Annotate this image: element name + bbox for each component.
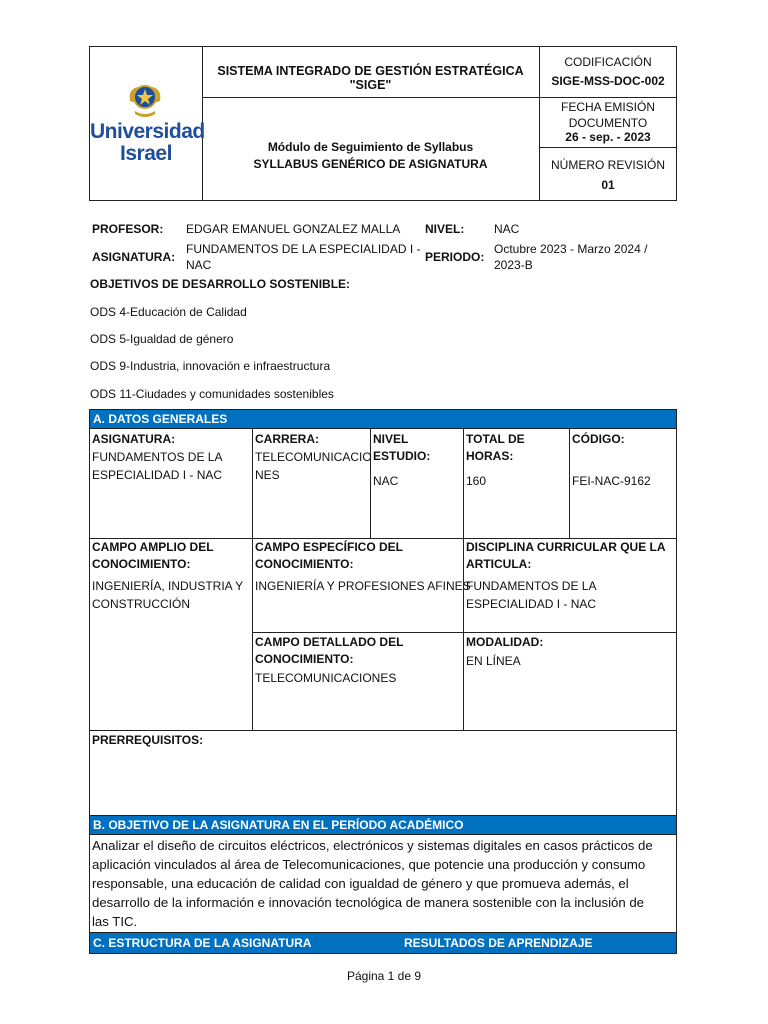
university-logo [90, 47, 205, 200]
section-c-subtitle: RESULTADOS DE APRENDIZAJE [404, 936, 593, 950]
a-nivel-label-1: NIVEL [373, 432, 409, 446]
ods-item: ODS 5-Igualdad de género [90, 332, 234, 346]
a-campo-amplio-value-1: INGENIERÍA, INDUSTRIA Y [92, 579, 244, 593]
ods-item: ODS 9-Industria, innovación e infraestructura [90, 359, 331, 373]
codification-label: CODIFICACIÓN [564, 55, 652, 69]
a-campo-especifico-label-1: CAMPO ESPECÍFICO DEL [255, 540, 404, 554]
a-asignatura-label: ASIGNATURA: [92, 432, 176, 446]
page-number: Página 1 de 9 [346, 969, 422, 983]
a-disciplina-value-2: ESPECIALIDAD I - NAC [466, 597, 597, 611]
a-carrera-label: CARRERA: [255, 432, 319, 446]
logo-text: Universidad Israel [90, 120, 205, 165]
ods-title: OBJETIVOS DE DESARROLLO SOSTENIBLE: [90, 277, 351, 291]
university-seal-icon [126, 81, 164, 121]
a-codigo-value: FEI-NAC-9162 [572, 474, 651, 488]
objective-line: aplicación vinculados al área de Telecomunicaciones, que potencie una producción y consumo [92, 857, 646, 872]
profesor-label: PROFESOR: [92, 222, 164, 236]
asignatura-label: ASIGNATURA: [92, 250, 176, 264]
document-header [89, 46, 677, 201]
a-campo-amplio-label-2: CONOCIMIENTO: [92, 557, 191, 571]
a-disciplina-label-1: DISCIPLINA CURRICULAR QUE LA [466, 540, 666, 554]
a-nivel-label-2: ESTUDIO: [373, 449, 431, 463]
emission-label-1: FECHA EMISIÓN [560, 100, 655, 114]
profesor-value: EDGAR EMANUEL GONZALEZ MALLA [186, 222, 401, 236]
emission-label-2: DOCUMENTO [568, 116, 648, 130]
nivel-label: NIVEL: [425, 222, 465, 236]
a-campo-especifico-value: INGENIERÍA Y PROFESIONES AFINES [255, 579, 471, 593]
a-horas-label-2: HORAS: [466, 449, 514, 463]
asignatura-value-2: NAC [186, 258, 212, 272]
objective-line: desarrollo de la información e innovación tecnológica de manera sostenible con la inclusión de [92, 895, 645, 910]
periodo-value-2: 2023-B [494, 258, 533, 272]
revision-value: 01 [601, 178, 615, 192]
a-asignatura-value-1: FUNDAMENTOS DE LA [92, 450, 223, 464]
module-title: Módulo de Seguimiento de Syllabus [267, 140, 474, 154]
a-campo-detallado-label-2: CONOCIMIENTO: [255, 652, 354, 666]
a-asignatura-value-2: ESPECIALIDAD I - NAC [92, 468, 223, 482]
syllabus-title: SYLLABUS GENÉRICO DE ASIGNATURA [253, 157, 488, 171]
a-campo-amplio-value-2: CONSTRUCCIÓN [92, 597, 190, 611]
a-campo-detallado-label-1: CAMPO DETALLADO DEL [255, 635, 404, 649]
a-horas-value: 160 [466, 474, 487, 488]
a-carrera-value-2: NES [255, 468, 280, 482]
section-c-header [90, 933, 676, 953]
section-c-title: C. ESTRUCTURA DE LA ASIGNATURA [93, 936, 312, 950]
a-disciplina-label-2: ARTICULA: [466, 557, 532, 571]
revision-label: NÚMERO REVISIÓN [550, 158, 665, 172]
nivel-value: NAC [494, 222, 520, 236]
section-b-objective [92, 836, 676, 931]
a-disciplina-value-1: FUNDAMENTOS DE LA [466, 579, 597, 593]
a-horas-label-1: TOTAL DE [466, 432, 525, 446]
section-b-header: B. OBJETIVO DE LA ASIGNATURA EN EL PERÍODO ACADÉMICO [90, 816, 676, 834]
section-a-header: A. DATOS GENERALES [90, 410, 676, 428]
a-modalidad-label: MODALIDAD: [466, 635, 544, 649]
ods-item: ODS 11-Ciudades y comunidades sostenibles [90, 387, 334, 401]
objective-line: Analizar el diseño de circuitos eléctricos, electrónicos y sistemas digitales en casos prácticos de [92, 838, 653, 853]
objective-line: responsable, una educación de calidad con igualdad de género y que promueva además, el [92, 876, 629, 891]
ods-item: ODS 4-Educación de Calidad [90, 305, 247, 319]
a-modalidad-value: EN LÍNEA [466, 654, 521, 668]
asignatura-value-1: FUNDAMENTOS DE LA ESPECIALIDAD I - [186, 242, 421, 256]
codification-value: SIGE-MSS-DOC-002 [551, 74, 665, 88]
a-carrera-value-1: TELECOMUNICACIO [255, 450, 372, 464]
periodo-value-1: Octubre 2023 - Marzo 2024 / [494, 242, 648, 256]
a-codigo-label: CÓDIGO: [572, 432, 625, 446]
objective-line: las TIC. [92, 914, 138, 929]
periodo-label: PERIODO: [425, 250, 485, 264]
a-prerrequisitos-label: PRERREQUISITOS: [92, 733, 204, 747]
a-campo-detallado-value: TELECOMUNICACIONES [255, 671, 397, 685]
emission-value: 26 - sep. - 2023 [565, 130, 651, 144]
a-nivel-value: NAC [373, 474, 399, 488]
a-campo-especifico-label-2: CONOCIMIENTO: [255, 557, 354, 571]
system-title: SISTEMA INTEGRADO DE GESTIÓN ESTRATÉGICA "SIGE" [217, 64, 524, 92]
a-campo-amplio-label-1: CAMPO AMPLIO DEL [92, 540, 214, 554]
